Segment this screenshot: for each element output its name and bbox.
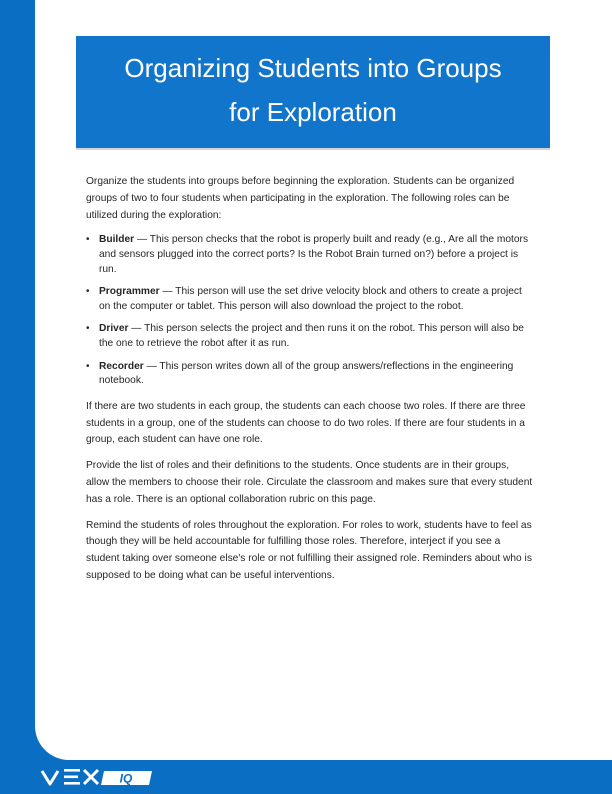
vex-logo-icon — [40, 763, 155, 789]
role-name: Recorder — [99, 360, 144, 372]
body-content — [86, 174, 534, 594]
vex-iq-logo — [40, 763, 155, 789]
bullet-icon: • — [86, 323, 90, 335]
intro-paragraph: Organize the students into groups before beginning the exploration. Students can be organized groups of two to four students when participating in the exploration. The following roles can be utilized during the exploration: — [86, 176, 515, 221]
bullet-icon: • — [86, 234, 90, 246]
role-description: — This person selects the project and then runs it on the robot. This person will also be the one to retrieve the robot after it as run. — [99, 323, 524, 349]
role-description: — This person writes down all of the group answers/reflections in the engineering notebook. — [99, 360, 514, 387]
role-description: — This person will use the set drive velocity block and others to create a project on the computer or tablet. This person will also download the project to the robot. — [99, 286, 522, 312]
list-item-driver — [86, 322, 534, 351]
role-name: Programmer — [99, 286, 160, 298]
assign-roles-paragraph: Provide the list of roles and their definitions to the students. Once students are in their groups, allow the members to choose their role. Circulate the classroom and makes sure that every student has a role. There is an optional collaboration rubric on this page. — [86, 460, 533, 505]
list-item-programmer — [86, 285, 534, 314]
roles-list — [86, 233, 534, 388]
remind-roles-paragraph: Remind the students of roles throughout the exploration. For roles to work, students have to feel as though they will be held accountable for fulfilling those roles. Therefore, interject if you see a student taking over someone else's role or not fulfilling their assigned role. Reminders about who is supposed to be doing what can be useful interventions. — [86, 519, 532, 581]
bullet-icon: • — [86, 360, 90, 372]
list-item-builder — [86, 233, 534, 277]
role-description: — This person checks that the robot is properly built and ready (e.g., Are all the motors and sensors plugged into the correct ports? Is the Robot Brain turned on?) before a project is run. — [99, 234, 529, 275]
iq-badge-text: IQ — [119, 771, 133, 786]
role-name: Builder — [99, 234, 135, 246]
bullet-icon: • — [86, 286, 90, 298]
page-title-line-2: for Exploration — [229, 97, 397, 127]
group-size-paragraph: If there are two students in each group, the students can each choose two roles. If there are three students in a group, one of the students can choose to do two roles. If there are four students in a group, each student can have one role. — [86, 400, 526, 446]
page-title-line-1: Organizing Students into Groups — [124, 53, 502, 83]
list-item-recorder — [86, 360, 534, 389]
title-banner — [76, 36, 550, 150]
role-name: Driver — [99, 323, 129, 335]
